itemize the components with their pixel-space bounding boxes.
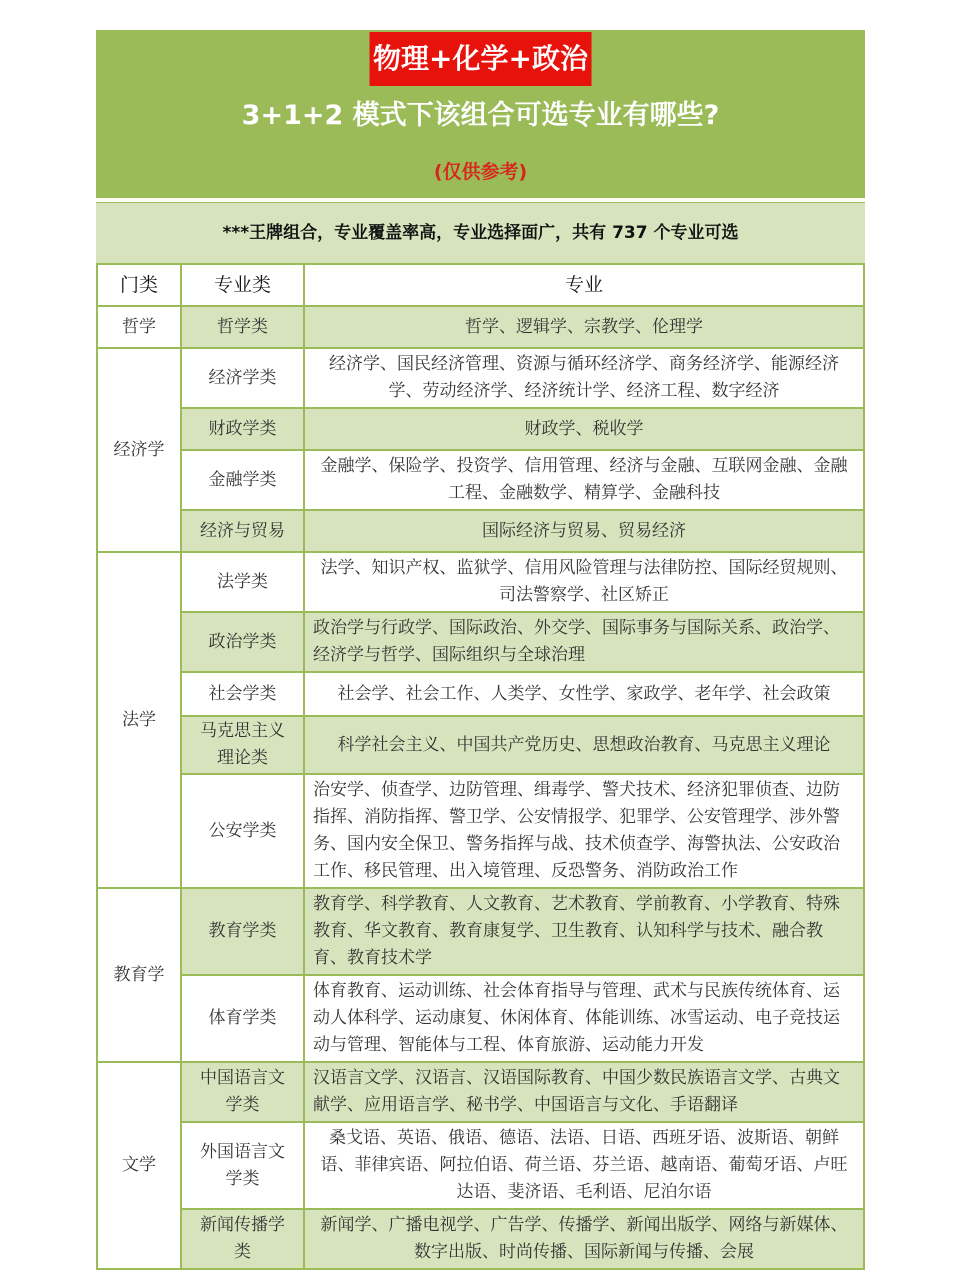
subcategory-cell: 中国语言文学类 xyxy=(181,1062,304,1122)
column-header-majors: 专业 xyxy=(304,264,864,306)
reference-note: (仅供参考) xyxy=(433,161,528,183)
category-cell: 文学 xyxy=(97,1062,181,1269)
subcategory-cell: 经济学类 xyxy=(181,348,304,408)
table-row xyxy=(97,306,864,348)
majors-cell: 科学社会主义、中国共产党历史、思想政治教育、马克思主义理论 xyxy=(304,716,864,774)
category-cell: 教育学 xyxy=(97,888,181,1062)
majors-cell: 经济学、国民经济管理、资源与循环经济学、商务经济学、能源经济学、劳动经济学、经济统计学、经济工程、数字经济 xyxy=(304,348,864,408)
subcategory-cell: 外国语言文学类 xyxy=(181,1122,304,1209)
majors-cell: 国际经济与贸易、贸易经济 xyxy=(304,510,864,552)
table-header-row xyxy=(97,264,864,306)
subcategory-cell: 公安学类 xyxy=(181,774,304,888)
column-header-subcategory: 专业类 xyxy=(181,264,304,306)
majors-cell: 体育教育、运动训练、社会体育指导与管理、武术与民族传统体育、运动人体科学、运动康复、休闲体育、体能训练、冰雪运动、电子竞技运动与管理、智能体与工程、体育旅游、运动能力开发 xyxy=(304,975,864,1062)
subcategory-cell: 金融学类 xyxy=(181,450,304,510)
table-row xyxy=(97,888,864,975)
table-row xyxy=(97,672,864,716)
table-row xyxy=(97,975,864,1062)
subcategory-cell: 财政学类 xyxy=(181,408,304,450)
subcategory-cell: 新闻传播学类 xyxy=(181,1209,304,1269)
subject-combination-label: 物理+化学+政治 xyxy=(369,32,592,86)
majors-cell: 社会学、社会工作、人类学、女性学、家政学、老年学、社会政策 xyxy=(304,672,864,716)
category-cell: 经济学 xyxy=(97,348,181,552)
majors-cell: 法学、知识产权、监狱学、信用风险管理与法律防控、国际经贸规则、司法警察学、社区矫正 xyxy=(304,552,864,612)
subcategory-cell: 体育学类 xyxy=(181,975,304,1062)
table-row xyxy=(97,774,864,888)
table-row xyxy=(97,1062,864,1122)
majors-cell: 治安学、侦查学、边防管理、缉毒学、警犬技术、经济犯罪侦查、边防指挥、消防指挥、警卫学、公安情报学、犯罪学、公安管理学、涉外警务、国内安全保卫、警务指挥与战、技术侦查学、海警执法、公安政治工作、移民管理、出入境管理、反恐警务、消防政治工作 xyxy=(304,774,864,888)
majors-cell: 政治学与行政学、国际政治、外交学、国际事务与国际关系、政治学、经济学与哲学、国际组织与全球治理 xyxy=(304,612,864,672)
subcategory-cell: 哲学类 xyxy=(181,306,304,348)
majors-cell: 教育学、科学教育、人文教育、艺术教育、学前教育、小学教育、特殊教育、华文教育、教育康复学、卫生教育、认知科学与技术、融合教育、教育技术学 xyxy=(304,888,864,975)
column-header-category: 门类 xyxy=(97,264,181,306)
majors-cell: 汉语言文学、汉语言、汉语国际教育、中国少数民族语言文学、古典文献学、应用语言学、秘书学、中国语言与文化、手语翻译 xyxy=(304,1062,864,1122)
table-row xyxy=(97,348,864,408)
subcategory-cell: 教育学类 xyxy=(181,888,304,975)
subcategory-cell: 马克思主义理论类 xyxy=(181,716,304,774)
category-cell: 哲学 xyxy=(97,306,181,348)
table-row xyxy=(97,1209,864,1269)
page-title: 3+1+2 模式下该组合可选专业有哪些? xyxy=(241,100,720,131)
table-row xyxy=(97,612,864,672)
header-banner xyxy=(96,30,865,198)
summary-subtitle: ***王牌组合，专业覆盖率高，专业选择面广，共有 737 个专业可选 xyxy=(96,202,865,263)
infographic-sheet xyxy=(96,30,865,1270)
table-row xyxy=(97,552,864,612)
majors-cell: 金融学、保险学、投资学、信用管理、经济与金融、互联网金融、金融工程、金融数学、精算学、金融科技 xyxy=(304,450,864,510)
subcategory-cell: 政治学类 xyxy=(181,612,304,672)
table-row xyxy=(97,450,864,510)
table-row xyxy=(97,1122,864,1209)
table-row xyxy=(97,408,864,450)
majors-cell: 新闻学、广播电视学、广告学、传播学、新闻出版学、网络与新媒体、数字出版、时尚传播、国际新闻与传播、会展 xyxy=(304,1209,864,1269)
category-cell: 法学 xyxy=(97,552,181,888)
majors-table xyxy=(96,263,865,1270)
majors-cell: 哲学、逻辑学、宗教学、伦理学 xyxy=(304,306,864,348)
subcategory-cell: 法学类 xyxy=(181,552,304,612)
majors-cell: 桑戈语、英语、俄语、德语、法语、日语、西班牙语、波斯语、朝鲜语、菲律宾语、阿拉伯语、荷兰语、芬兰语、越南语、葡萄牙语、卢旺达语、斐济语、毛利语、尼泊尔语 xyxy=(304,1122,864,1209)
table-row xyxy=(97,510,864,552)
subcategory-cell: 经济与贸易 xyxy=(181,510,304,552)
table-row xyxy=(97,716,864,774)
majors-cell: 财政学、税收学 xyxy=(304,408,864,450)
subcategory-cell: 社会学类 xyxy=(181,672,304,716)
